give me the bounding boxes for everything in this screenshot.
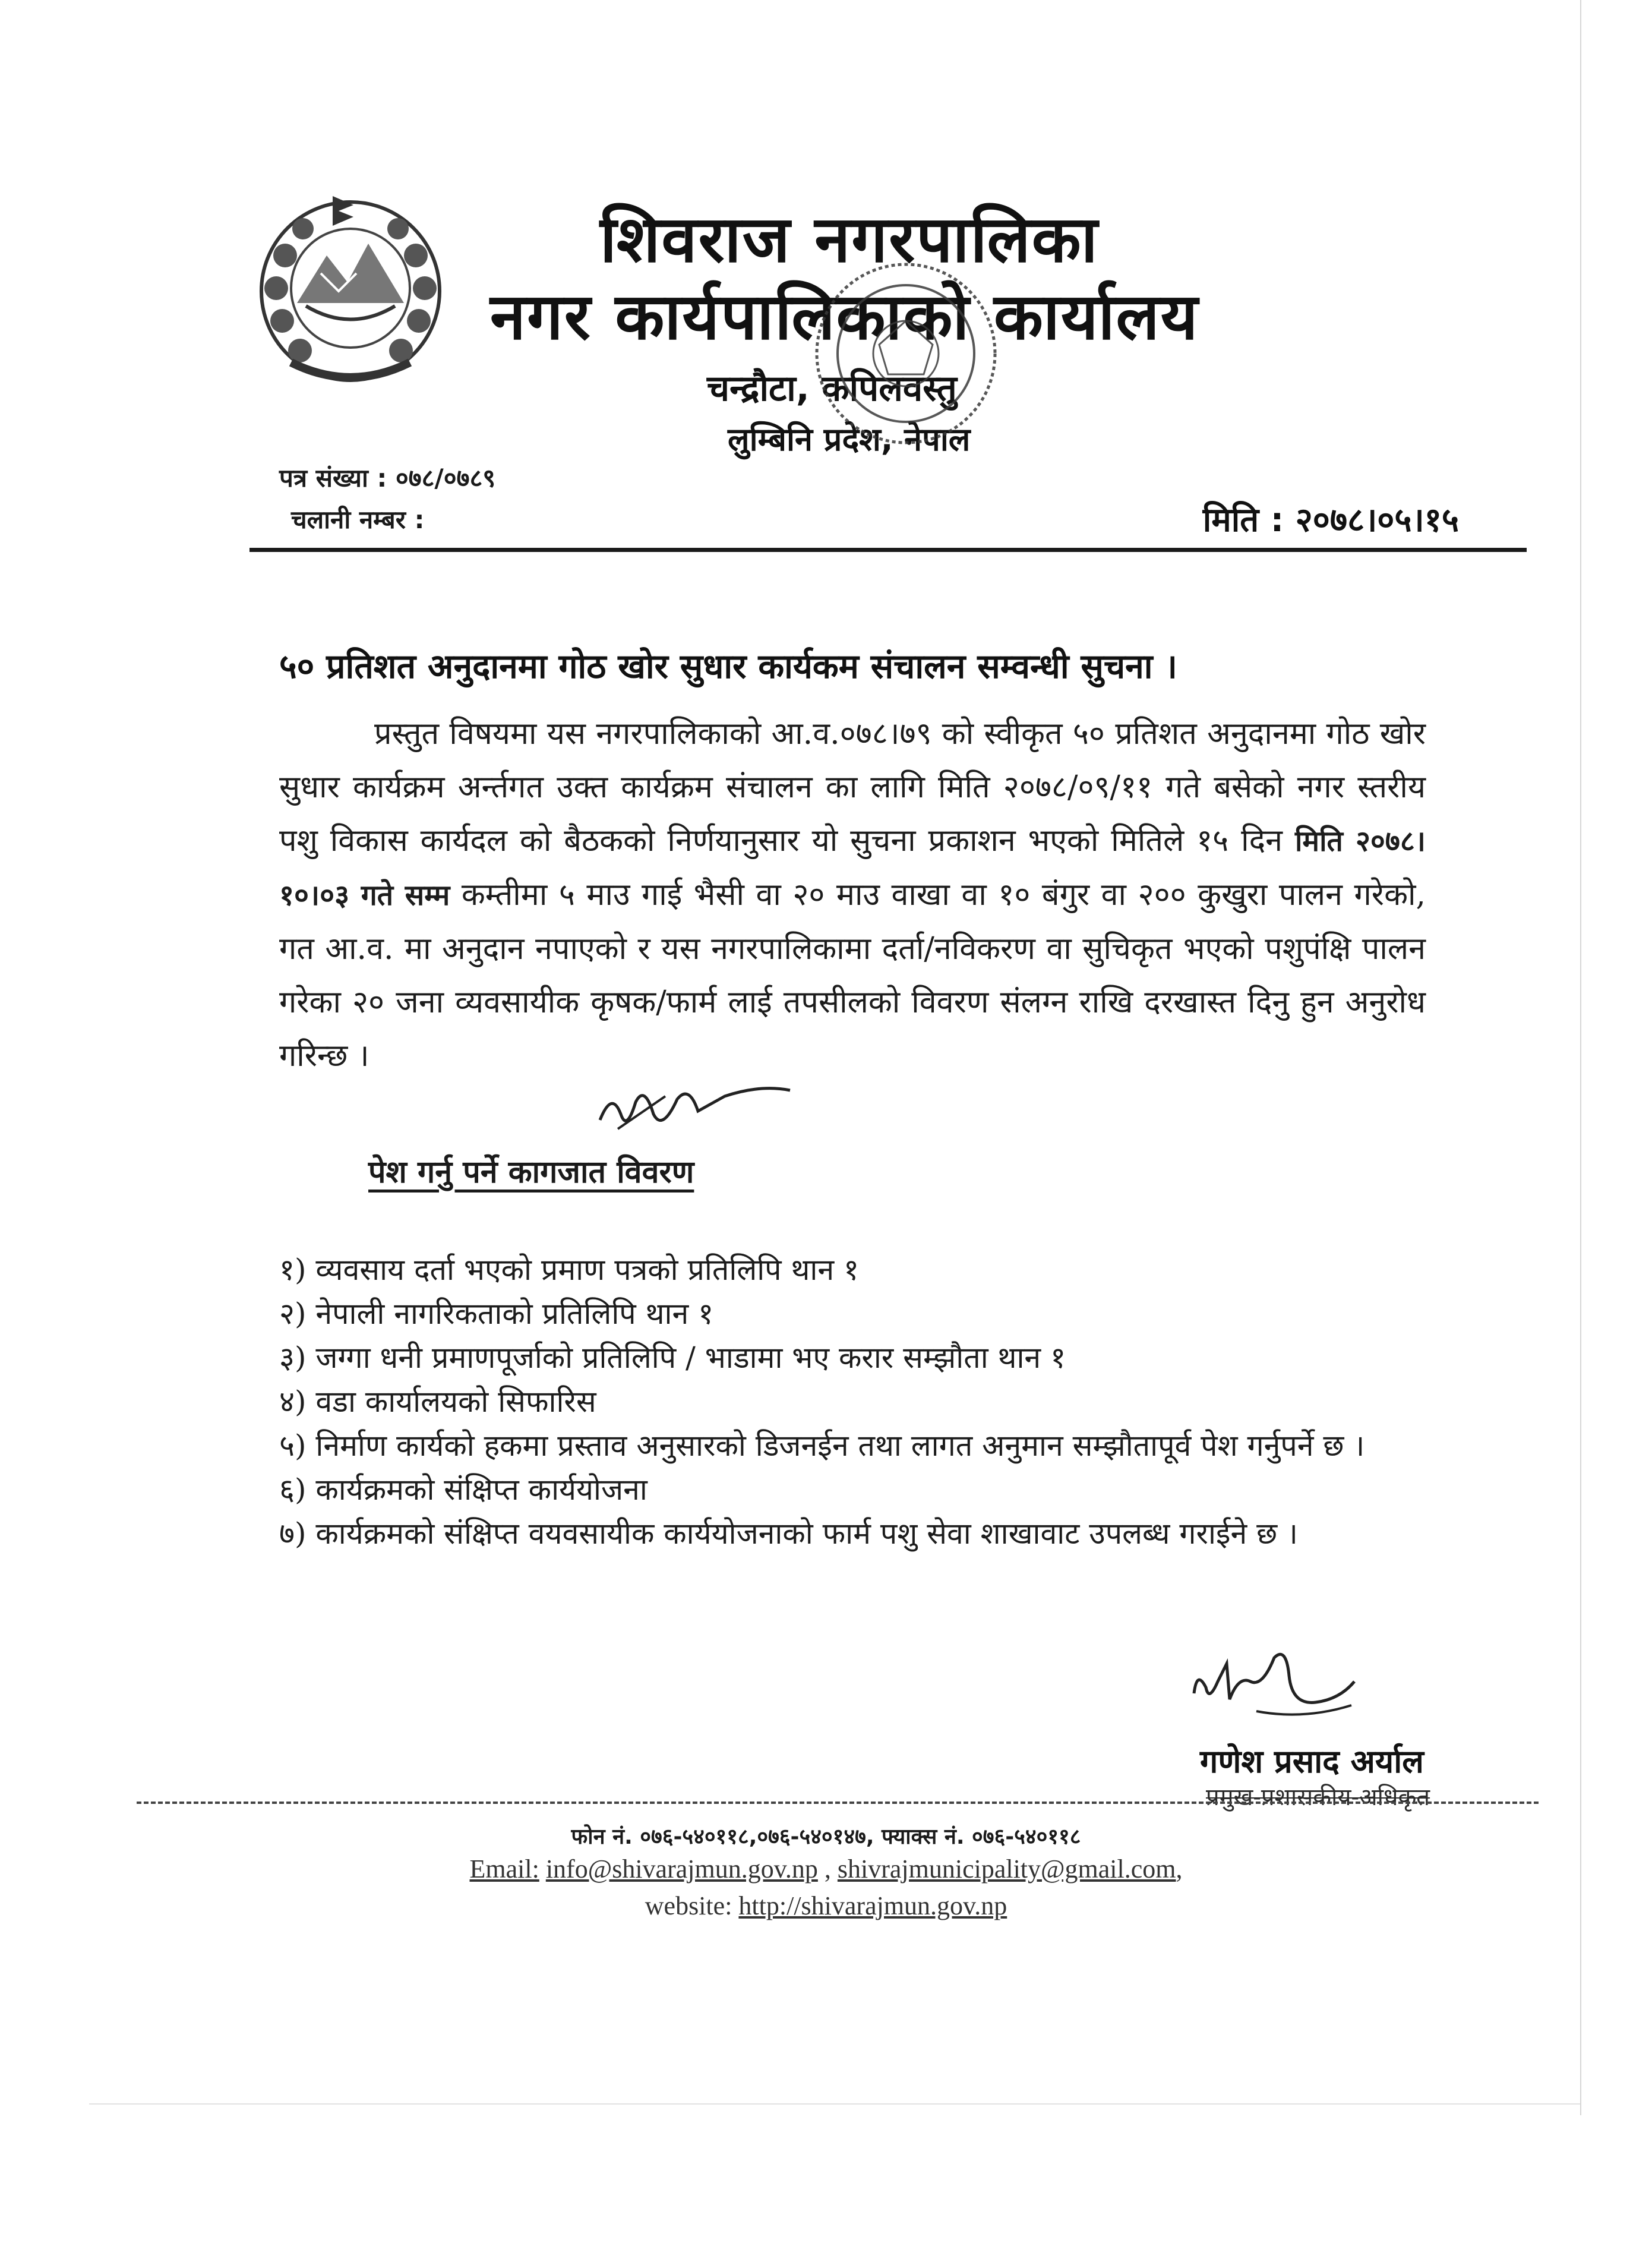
office-seal-icon (808, 255, 1004, 452)
list-item: ५) निर्माण कार्यको हकमा प्रस्ताव अनुसारको डिजनईन तथा लागत अनुमान सम्झौतापूर्व पेश गर्नुपर्ने छ । (279, 1428, 1365, 1463)
footer-website-line (0, 1891, 1652, 1921)
deadline-date: मिति २०७८।१०।०३ गते सम्म (279, 825, 1426, 912)
header-divider (249, 548, 1527, 552)
footer-email-line (0, 1854, 1652, 1884)
list-item: ७) कार्यक्रमको संक्षिप्त वयवसायीक कार्ययोजनाको फार्म पशु सेवा शाखावाट उपलब्ध गराईने छ । (279, 1516, 1298, 1551)
nepal-emblem-icon (249, 184, 451, 398)
page-edge (1580, 0, 1581, 2115)
list-item: ६) कार्यक्रमको संक्षिप्त कार्ययोजना (279, 1472, 647, 1507)
documents-heading: पेश गर्नु पर्ने कागजात विवरण (368, 1154, 694, 1190)
documents-list (279, 1248, 1467, 1556)
email-label: Email: (469, 1854, 539, 1884)
office-subtitle: नगर कार्यपालिकाको कार्यालय (490, 280, 1199, 354)
signer-title: प्रमुख-प्रशासकीय-अधिकृत (1206, 1784, 1430, 1811)
officer-signature-icon (1185, 1646, 1363, 1723)
footer-divider (137, 1802, 1539, 1804)
notice-paragraph (279, 707, 1426, 1083)
address-line-1: चन्द्रौटा, कपिलवस्तु (707, 368, 957, 409)
paragraph-text-1: प्रस्तुत विषयमा यस नगरपालिकाको आ.व.०७८।७९ को स्वीकृत ५० प्रतिशत अनुदानमा गोठ खोर सुधार कार्यक्रम अर्न्तगत उक्त कार्यक्रम संचालन का लागि मिति २०७८/०९/११ गते बसेको नगर स्तरीय पशु विकास कार्यदल को बैठकको निर्णयानुसार यो सुचना प्रकाशन भएको मितिले १५ दिन (279, 716, 1426, 859)
signer-name: गणेश प्रसाद अर्याल (1200, 1743, 1424, 1780)
website-link[interactable]: http://shivarajmun.gov.np (738, 1891, 1007, 1920)
paragraph-text-2: कम्तीमा ५ माउ गाई भैसी वा २० माउ वाखा वा १० बंगुर वा २०० कुखुरा पालन गरेको, गत आ.व. मा अनुदान नपाएको र यस नगरपालिकामा दर्ता/नविकरण वा सुचिकृत भएको पशुपंक्षि पालन गरेका २० जना व्यवसायीक कृषक/फार्म लाई तपसीलको विवरण संलग्न राखि दरखास्त दिनु हुन अनुरोध गरिन्छ । (279, 877, 1426, 1074)
email-end: , (1176, 1854, 1183, 1884)
list-item: २) नेपाली नागरिकताको प्रतिलिपि थान १ (279, 1296, 714, 1331)
address-line-2: लुम्बिनि प्रदेश, नेपाल (728, 421, 971, 458)
list-item: ३) जग्गा धनी प्रमाणपूर्जाको प्रतिलिपि / भाडामा भए करार सम्झौता थान १ (279, 1340, 1066, 1375)
email-separator: , (817, 1854, 838, 1884)
letter-date: मिति : २०७८।०५।१५ (1202, 501, 1459, 540)
initials-signature-icon (594, 1078, 796, 1138)
website-label: website: (645, 1891, 732, 1920)
email-link-2[interactable]: shivrajmunicipality@gmail.com (837, 1854, 1176, 1884)
page-bottom-edge (89, 2103, 1580, 2105)
office-name: शिवराज नगरपालिका (600, 203, 1099, 277)
email-link-1[interactable]: info@shivarajmun.gov.np (545, 1854, 818, 1884)
footer-phone: फोन नं. ०७६-५४०११८,०७६-५४०१४७, फ्याक्स नं. ०७६-५४०११८ (571, 1825, 1081, 1849)
list-item: १) व्यवसाय दर्ता भएको प्रमाण पत्रको प्रतिलिपि थान १ (279, 1253, 860, 1287)
dispatch-number: चलानी नम्बर : (291, 505, 425, 534)
notice-subject: ५० प्रतिशत अनुदानमा गोठ खोर सुधार कार्यकम संचालन सम्वन्धी सुचना । (279, 647, 1178, 686)
letter-number: पत्र संख्या : ०७८/०७८९ (279, 463, 496, 493)
list-item: ४) वडा कार्यालयको सिफारिस (279, 1384, 596, 1419)
